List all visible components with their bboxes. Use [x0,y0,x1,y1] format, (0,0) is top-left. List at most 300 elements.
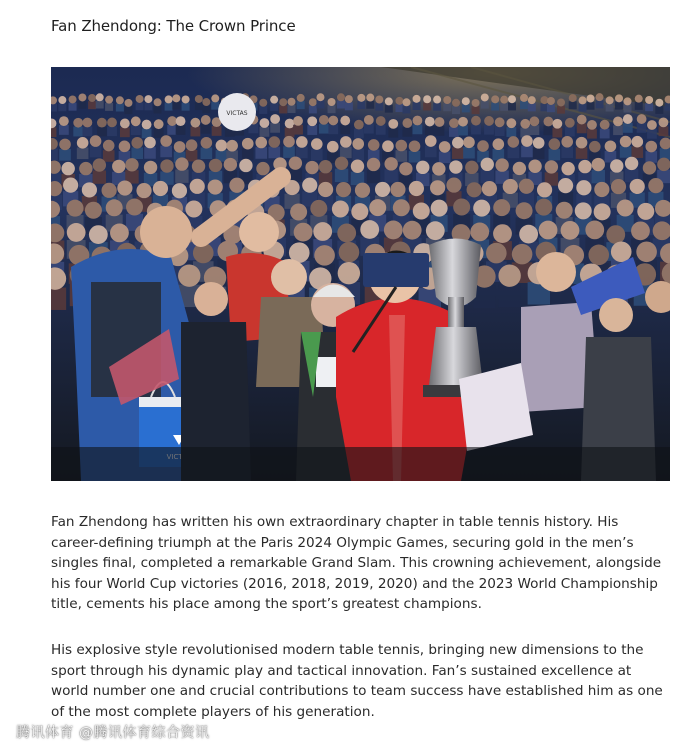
crowd-face [413,116,423,126]
crowd-face [201,137,213,149]
crowd-figure [255,147,267,159]
crowd-figure [576,147,588,159]
crowd-figure [93,170,106,183]
crowd-figure [375,103,383,111]
crowd-face [648,178,663,193]
crowd-figure [495,126,505,136]
crowd-figure [340,124,350,134]
crowd-figure [577,123,587,133]
crowd-figure [425,146,437,158]
crowd-figure [182,103,190,111]
crowd-face [577,115,587,125]
crowd-figure [73,127,83,137]
crowd-face [318,182,333,197]
crowd-face [337,93,345,101]
crowd-figure [647,129,657,139]
crowd-face [498,265,520,287]
crowd-face [175,157,188,170]
crowd-figure [402,127,412,137]
crowd-figure [632,146,644,158]
crowd-face [435,117,445,127]
crowd-face [302,178,317,193]
crowd-face [491,95,499,103]
crowd-figure [561,146,573,158]
crowd-face [88,94,96,102]
crowd-face [67,200,84,217]
crowd-figure [51,148,58,160]
crowd-face [556,202,573,219]
crowd-figure [543,125,553,135]
crowd-figure [296,147,308,159]
crowd-figure [311,149,323,161]
crowd-face [106,199,123,216]
crowd-face [482,181,497,196]
crowd-face [195,95,203,103]
crowd-figure [481,170,494,183]
crowd-face [645,141,657,153]
crowd-face [307,116,317,126]
crowd-figure [105,103,113,111]
crowd-face [655,99,663,107]
crowd-face [620,136,632,148]
crowd-face [637,203,654,220]
crowd-face [416,161,429,174]
crowd-face [535,199,552,216]
crowd-face [305,161,318,174]
crowd-face [643,161,656,174]
crowd-figure [309,105,317,113]
crowd-face [606,96,614,104]
crowd-face [357,94,365,102]
crowd-figure [59,125,69,135]
crowd-face [294,223,313,242]
crowd-face [340,136,352,148]
crowd-face [125,158,138,171]
crowd-figure [403,105,411,113]
crowd-face [124,99,132,107]
crowd-face [409,181,424,196]
crowd-face [503,179,518,194]
crowd-figure [96,101,104,109]
crowd-face [78,93,86,101]
crowd-face [178,264,200,286]
crowd-figure [520,101,528,109]
crowd-figure [69,103,77,111]
crowd-figure [549,149,561,161]
crowd-face [520,94,528,102]
crowd-figure [452,106,460,114]
crowd-figure [458,126,468,136]
crowd-face [224,158,237,171]
crowd-face [352,138,364,150]
crowd-figure [78,101,86,109]
crowd-face [606,225,625,244]
crowd-figure [637,123,647,133]
crowd-face [576,180,591,195]
crowd-face [403,98,411,106]
crowd-face [144,95,152,103]
crowd-face [561,162,574,175]
crowd-face [472,99,480,107]
crowd-face [190,118,200,128]
crowd-face [351,160,364,173]
crowd-figure [472,106,480,114]
crowd-face [423,95,431,103]
article-title: Fan Zhendong: The Crown Prince [51,17,296,35]
crowd-face [512,244,533,265]
crowd-face [477,140,489,152]
paddle-brand-label: VICTAS [226,110,248,117]
crowd-figure [116,104,124,112]
crowd-face [216,140,228,152]
crowd-face [425,135,437,147]
crowd-face [390,182,405,197]
crowd-figure [283,146,295,158]
crowd-face [242,138,254,150]
crowd-face [539,221,558,240]
crowd-figure [51,288,66,310]
crowd-face [481,93,489,101]
crowd-face [465,161,478,174]
crowd-selfie-photo [51,67,670,481]
crowd-figure [433,103,441,111]
crowd-figure [77,147,89,159]
crowd-figure [131,147,143,159]
crowd-face [647,120,657,130]
crowd-figure [443,103,451,111]
crowd-face [364,115,374,125]
crowd-figure [176,125,186,135]
crowd-figure [88,101,96,109]
crowd-figure [565,127,575,137]
crowd-face [632,136,644,148]
crowd-face [624,97,632,105]
crowd-face [592,158,605,171]
crowd-figure [388,128,398,138]
crowd-face [375,182,390,197]
crowd-figure [376,125,386,135]
crowd-face [102,183,117,198]
crowd-face [385,97,393,105]
crowd-face [481,158,494,171]
crowd-face [332,200,349,217]
crowd-figure [423,102,431,110]
crowd-figure [51,127,56,137]
crowd-face [610,159,623,172]
crowd-face [176,116,186,126]
crowd-figure [328,124,338,134]
crowd-figure [384,169,397,182]
crowd-face [486,243,507,264]
crowd-face [310,200,327,217]
crowd-face [270,96,278,104]
crowd-face [470,222,489,241]
crowd-figure [463,147,475,159]
crowd-figure [316,100,324,108]
crowd-figure [175,169,188,182]
crowd-face [533,137,545,149]
crowd-face [126,199,143,216]
crowd-face [520,119,530,129]
crowd-face [355,183,370,198]
crowd-face [110,223,129,242]
crowd-face [58,96,66,104]
crowd-figure [211,102,219,110]
crowd-face [367,158,380,171]
crowd-face [319,160,332,173]
crowd-face [136,95,144,103]
crowd-face [117,180,132,195]
crowd-face [339,242,360,263]
crowd-face [283,136,295,148]
crowd-figure [481,101,489,109]
crowd-figure [103,150,115,162]
crowd-face [288,98,296,106]
crowd-face [354,120,364,130]
crowd-figure [498,285,520,307]
crowd-figure [190,127,200,137]
crowd-figure [624,105,632,113]
crowd-figure [613,125,623,135]
crowd-figure [409,151,421,163]
crowd-face [578,160,591,173]
crowd-face [528,160,541,173]
crowd-face [594,182,609,197]
crowd-figure [242,148,254,160]
crowd-figure [260,127,270,137]
crowd-figure [335,169,348,182]
crowd-figure [435,126,445,136]
crowd-figure [202,105,210,113]
crowd-face [185,201,202,218]
crowd-figure [340,147,352,159]
crowd-figure [59,149,71,161]
crowd-face [589,141,601,153]
crowd-face [453,199,470,216]
crowd-figure [172,102,180,110]
crowd-face [112,160,125,173]
crowd-face [107,118,117,128]
crowd-face [154,119,164,129]
crowd-figure [491,103,499,111]
crowd-face [537,182,552,197]
crowd-face [144,137,156,149]
crowd-face [69,95,77,103]
crowd-face [596,93,604,101]
crowd-figure [547,104,555,112]
crowd-face [327,141,339,153]
crowd-face [131,116,141,126]
crowd-figure [319,124,329,134]
crowd-face [521,135,533,147]
crowd-figure [154,128,164,138]
crowd-face [413,202,430,219]
crowd-face [167,116,177,126]
crowd-face [208,179,223,194]
crowd-figure [569,101,577,109]
crowd-face [473,200,490,217]
crowd-figure [165,103,173,111]
crowd-figure [107,126,117,136]
crowd-face [172,94,180,102]
crowd-face [388,119,398,129]
crowd-face [338,262,360,284]
crowd-face [93,158,106,171]
crowd-face [575,202,592,219]
crowd-figure [439,152,451,164]
crowd-face [190,179,205,194]
crowd-figure [484,125,494,135]
crowd-face [611,241,632,262]
crowd-figure [270,103,278,111]
crowd-figure [587,129,597,139]
crowd-figure [592,170,605,183]
crowd-face [399,162,412,175]
crowd-face [516,202,533,219]
crowd-face [144,161,157,174]
crowd-figure [269,147,281,159]
crowd-face [493,199,510,216]
crowd-face [351,203,368,220]
crowd-face [226,140,238,152]
crowd-face [82,182,97,197]
crowd-face [396,140,408,152]
crowd-face [90,135,102,147]
crowd-figure [507,147,519,159]
crowd-figure [623,123,633,133]
crowd-face [289,156,302,169]
crowd-face [588,245,609,266]
crowd-face [376,116,386,126]
crowd-figure [120,127,130,137]
crowd-face [635,95,643,103]
crowd-face [313,222,332,241]
crowd-face [443,96,451,104]
crowd-face [587,95,595,103]
crowd-figure [297,101,305,109]
crowd-face [462,97,470,105]
crowd-face [120,119,130,129]
hero-photo [51,67,670,481]
crowd-face [73,118,83,128]
crowd-face [659,117,669,127]
crowd-face [449,118,459,128]
crowd-face [153,181,168,196]
crowd-face [328,116,338,126]
crowd-face [211,94,219,102]
crowd-figure [413,124,423,134]
crowd-figure [259,106,267,114]
crowd-face [293,116,303,126]
crowd-face [67,223,86,242]
crowd-face [337,224,356,243]
crowd-face [507,136,519,148]
crowd-figure [186,150,198,162]
crowd-face [85,202,102,219]
crowd-figure [144,102,152,110]
crowd-face [528,96,536,104]
crowd-face [105,96,113,104]
crowd-figure [51,104,57,112]
crowd-figure [413,102,421,110]
crowd-face [463,136,475,148]
crowd-face [201,115,211,125]
crowd-face [645,96,653,104]
crowd-figure [201,124,211,134]
crowd-face [508,95,516,103]
crowd-figure [212,126,222,136]
crowd-face [467,182,482,197]
crowd-face [452,99,460,107]
crowd-face [425,117,435,127]
crowd-face [77,137,89,149]
crowd-face [82,118,92,128]
crowd-figure [131,125,141,135]
crowd-face [500,96,508,104]
crowd-face [576,137,588,149]
crowd-face [270,114,280,124]
crowd-face [366,94,374,102]
crowd-face [209,159,222,172]
crowd-face [174,141,186,153]
crowd-figure [620,146,632,158]
crowd-figure [665,103,670,111]
crowd-face [432,162,445,175]
crowd-figure [154,106,162,114]
crowd-face [557,98,565,106]
crowd-face [61,162,74,175]
crowd-face [625,157,638,170]
crowd-face [142,120,152,130]
crowd-face [561,136,573,148]
crowd-face [449,160,462,173]
crowd-face [552,119,562,129]
source-watermark: 腾讯体育 @腾讯体育综合资讯 [16,725,210,741]
crowd-face [495,117,505,127]
crowd-face [543,117,553,127]
crowd-face [182,95,190,103]
crowd-face [471,116,481,126]
crowd-face [611,179,626,194]
crowd-figure [635,102,643,110]
crowd-face [617,200,634,217]
crowd-figure [506,127,516,137]
crowd-face [484,116,494,126]
crowd-face [202,98,210,106]
crowd-figure [307,125,317,135]
crowd-face [431,200,448,217]
crowd-figure [352,149,364,161]
crowd-figure [345,102,353,110]
crowd-figure [167,125,177,135]
crowd-figure [615,102,623,110]
crowd-face [269,136,281,148]
crowd-face [426,221,445,240]
crowd-face [594,203,611,220]
crowd-face [395,97,403,105]
crowd-face [519,179,534,194]
crowd-face [446,177,461,192]
crowd-face [368,139,380,151]
crowd-face [452,137,464,149]
crowd-face [79,162,92,175]
crowd-face [239,159,252,172]
crowd-figure [279,105,287,113]
crowd-figure [357,101,365,109]
crowd-face [569,94,577,102]
crowd-face [59,116,69,126]
crowd-face [97,118,107,128]
